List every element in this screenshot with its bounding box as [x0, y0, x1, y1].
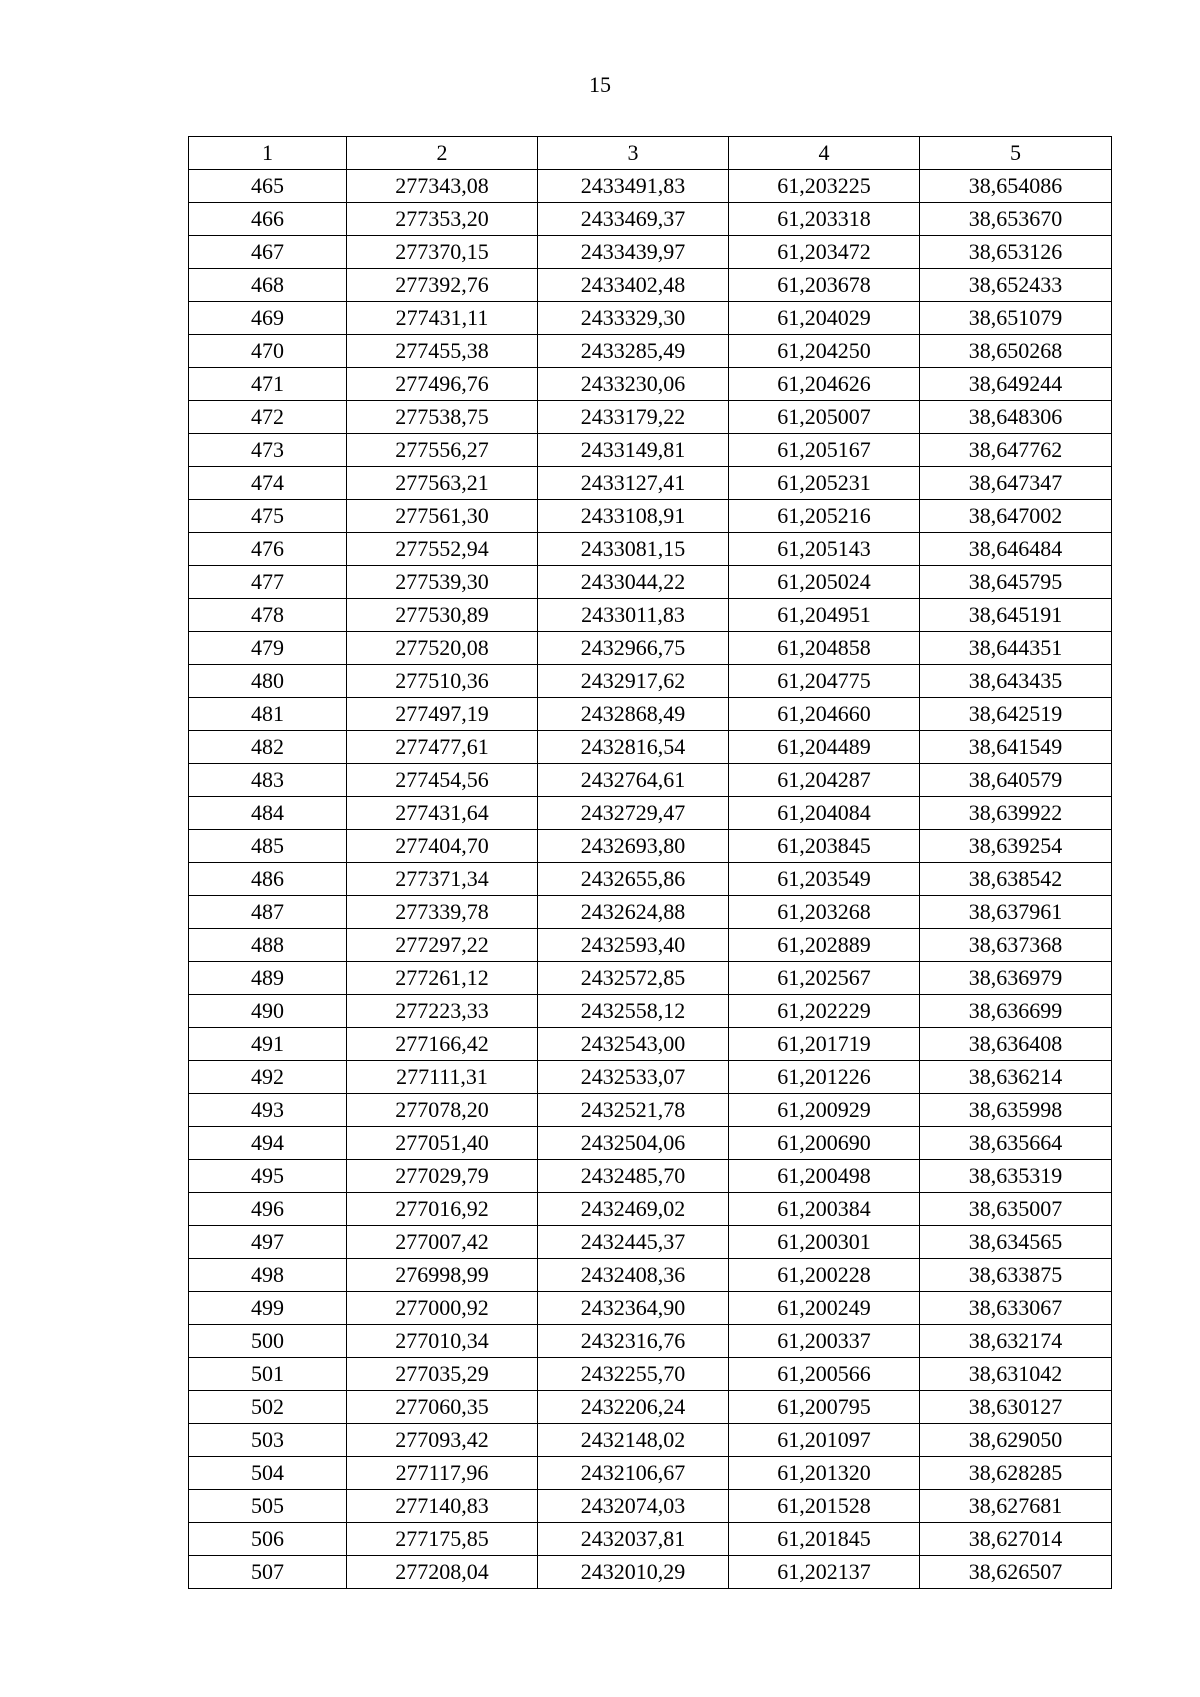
table-cell: 61,203318: [729, 203, 920, 236]
table-cell: 277561,30: [347, 500, 538, 533]
table-cell: 491: [189, 1028, 347, 1061]
table-row: [189, 566, 1112, 599]
table-cell: 2432469,02: [538, 1193, 729, 1226]
table-cell: 494: [189, 1127, 347, 1160]
table-cell: 38,645795: [920, 566, 1112, 599]
table-cell: 61,201528: [729, 1490, 920, 1523]
table-cell: 61,201226: [729, 1061, 920, 1094]
table-cell: 493: [189, 1094, 347, 1127]
table-cell: 2432408,36: [538, 1259, 729, 1292]
table-cell: 277538,75: [347, 401, 538, 434]
table-cell: 61,200795: [729, 1391, 920, 1424]
table-cell: 38,647762: [920, 434, 1112, 467]
table-cell: 61,205216: [729, 500, 920, 533]
table-cell: 2432521,78: [538, 1094, 729, 1127]
table-cell: 490: [189, 995, 347, 1028]
table-cell: 38,653670: [920, 203, 1112, 236]
table-cell: 277556,27: [347, 434, 538, 467]
table-cell: 277539,30: [347, 566, 538, 599]
table-cell: 486: [189, 863, 347, 896]
table-cell: 479: [189, 632, 347, 665]
table-cell: 2433127,41: [538, 467, 729, 500]
table-cell: 38,642519: [920, 698, 1112, 731]
table-cell: 277552,94: [347, 533, 538, 566]
table-row: [189, 170, 1112, 203]
table-cell: 61,200929: [729, 1094, 920, 1127]
table-cell: 277431,64: [347, 797, 538, 830]
table-cell: 485: [189, 830, 347, 863]
table-cell: 38,636979: [920, 962, 1112, 995]
table-row: [189, 797, 1112, 830]
table-row: [189, 1226, 1112, 1259]
table-cell: 38,648306: [920, 401, 1112, 434]
table-cell: 495: [189, 1160, 347, 1193]
table-cell: 2433285,49: [538, 335, 729, 368]
table-cell: 492: [189, 1061, 347, 1094]
table-cell: 38,627014: [920, 1523, 1112, 1556]
table-cell: 2432966,75: [538, 632, 729, 665]
table-cell: 277520,08: [347, 632, 538, 665]
table-row: [189, 335, 1112, 368]
table-cell: 61,204951: [729, 599, 920, 632]
table-row: [189, 830, 1112, 863]
table-row: [189, 533, 1112, 566]
table-header: [189, 137, 1112, 170]
header-cell-5: 5: [920, 137, 1112, 170]
table-row: [189, 995, 1112, 1028]
table-cell: 2432074,03: [538, 1490, 729, 1523]
table-cell: 2432148,02: [538, 1424, 729, 1457]
table-cell: 277370,15: [347, 236, 538, 269]
table-cell: 471: [189, 368, 347, 401]
table-cell: 38,636408: [920, 1028, 1112, 1061]
table-cell: 38,631042: [920, 1358, 1112, 1391]
table-cell: 2432917,62: [538, 665, 729, 698]
table-cell: 38,643435: [920, 665, 1112, 698]
table-cell: 61,205231: [729, 467, 920, 500]
table-cell: 465: [189, 170, 347, 203]
table-cell: 475: [189, 500, 347, 533]
header-cell-4: 4: [729, 137, 920, 170]
table-cell: 2432655,86: [538, 863, 729, 896]
table-row: [189, 1193, 1112, 1226]
table-row: [189, 1127, 1112, 1160]
table-cell: 38,632174: [920, 1325, 1112, 1358]
table-cell: 470: [189, 335, 347, 368]
table-cell: 2432316,76: [538, 1325, 729, 1358]
table-cell: 466: [189, 203, 347, 236]
table-cell: 482: [189, 731, 347, 764]
table-cell: 61,201320: [729, 1457, 920, 1490]
table-cell: 496: [189, 1193, 347, 1226]
table-cell: 277477,61: [347, 731, 538, 764]
table-cell: 474: [189, 467, 347, 500]
table-cell: 2432693,80: [538, 830, 729, 863]
table-cell: 481: [189, 698, 347, 731]
table-cell: 38,635007: [920, 1193, 1112, 1226]
page-number: 15: [589, 72, 611, 97]
table-cell: 38,626507: [920, 1556, 1112, 1589]
table-cell: 277117,96: [347, 1457, 538, 1490]
table-cell: 483: [189, 764, 347, 797]
table-cell: 61,202567: [729, 962, 920, 995]
table-cell: 473: [189, 434, 347, 467]
table-cell: 61,201097: [729, 1424, 920, 1457]
table-cell: 61,205143: [729, 533, 920, 566]
table-cell: 61,204626: [729, 368, 920, 401]
table-cell: 506: [189, 1523, 347, 1556]
table-cell: 2432037,81: [538, 1523, 729, 1556]
table-cell: 61,200301: [729, 1226, 920, 1259]
table-cell: 61,204029: [729, 302, 920, 335]
table-cell: 2433044,22: [538, 566, 729, 599]
table-cell: 61,205007: [729, 401, 920, 434]
table-cell: 468: [189, 269, 347, 302]
table-cell: 487: [189, 896, 347, 929]
table-cell: 277166,42: [347, 1028, 538, 1061]
table-cell: 2432764,61: [538, 764, 729, 797]
table-cell: 2432255,70: [538, 1358, 729, 1391]
table-cell: 480: [189, 665, 347, 698]
table-cell: 2432729,47: [538, 797, 729, 830]
table-cell: 498: [189, 1259, 347, 1292]
table-cell: 2432445,37: [538, 1226, 729, 1259]
table-cell: 61,200566: [729, 1358, 920, 1391]
table-cell: 2433149,81: [538, 434, 729, 467]
table-cell: 61,202229: [729, 995, 920, 1028]
table-cell: 277371,34: [347, 863, 538, 896]
table-cell: 2433491,83: [538, 170, 729, 203]
table-cell: 61,204287: [729, 764, 920, 797]
table-cell: 61,204660: [729, 698, 920, 731]
table-cell: 277343,08: [347, 170, 538, 203]
table-cell: 478: [189, 599, 347, 632]
table-cell: 38,654086: [920, 170, 1112, 203]
table-cell: 277530,89: [347, 599, 538, 632]
table-cell: 38,649244: [920, 368, 1112, 401]
table-cell: 476: [189, 533, 347, 566]
table-row: [189, 896, 1112, 929]
table-row: [189, 1556, 1112, 1589]
table-cell: 276998,99: [347, 1259, 538, 1292]
table-cell: 61,201719: [729, 1028, 920, 1061]
table-cell: 2433439,97: [538, 236, 729, 269]
table-cell: 2432206,24: [538, 1391, 729, 1424]
table-row: [189, 1259, 1112, 1292]
table-cell: 469: [189, 302, 347, 335]
table-cell: 484: [189, 797, 347, 830]
table-row: [189, 1028, 1112, 1061]
table-cell: 38,653126: [920, 236, 1112, 269]
table-cell: 2432572,85: [538, 962, 729, 995]
table-cell: 61,204084: [729, 797, 920, 830]
table-row: [189, 368, 1112, 401]
table-cell: 61,200384: [729, 1193, 920, 1226]
header-cell-1: 1: [189, 137, 347, 170]
table-cell: 277007,42: [347, 1226, 538, 1259]
table-cell: 61,202137: [729, 1556, 920, 1589]
table-cell: 38,638542: [920, 863, 1112, 896]
table-cell: 2433402,48: [538, 269, 729, 302]
table-cell: 61,204489: [729, 731, 920, 764]
table-cell: 2432010,29: [538, 1556, 729, 1589]
table-cell: 38,644351: [920, 632, 1112, 665]
table-cell: 38,637368: [920, 929, 1112, 962]
table-cell: 61,200690: [729, 1127, 920, 1160]
table-cell: 61,204775: [729, 665, 920, 698]
table-cell: 277175,85: [347, 1523, 538, 1556]
table-body: [189, 170, 1112, 1589]
table-cell: 2432593,40: [538, 929, 729, 962]
table-row: [189, 632, 1112, 665]
table-cell: 2433108,91: [538, 500, 729, 533]
table-cell: 61,205167: [729, 434, 920, 467]
table-cell: 2432624,88: [538, 896, 729, 929]
table-row: [189, 962, 1112, 995]
table-row: [189, 1457, 1112, 1490]
table-cell: 38,639254: [920, 830, 1112, 863]
table-cell: 38,637961: [920, 896, 1112, 929]
table-row: [189, 1358, 1112, 1391]
table-cell: 38,647002: [920, 500, 1112, 533]
table-row: [189, 1490, 1112, 1523]
table-cell: 38,640579: [920, 764, 1112, 797]
table-cell: 38,645191: [920, 599, 1112, 632]
table-cell: 38,636699: [920, 995, 1112, 1028]
table-cell: 2433329,30: [538, 302, 729, 335]
table-cell: 38,646484: [920, 533, 1112, 566]
table-cell: 38,634565: [920, 1226, 1112, 1259]
table-cell: 501: [189, 1358, 347, 1391]
table-cell: 38,635319: [920, 1160, 1112, 1193]
table-cell: 61,200228: [729, 1259, 920, 1292]
table-cell: 277392,76: [347, 269, 538, 302]
table-cell: 277455,38: [347, 335, 538, 368]
table-cell: 61,201845: [729, 1523, 920, 1556]
table-cell: 277000,92: [347, 1292, 538, 1325]
table-row: [189, 467, 1112, 500]
table-cell: 277261,12: [347, 962, 538, 995]
table-cell: 277353,20: [347, 203, 538, 236]
table-cell: 503: [189, 1424, 347, 1457]
table-row: [189, 764, 1112, 797]
table-cell: 497: [189, 1226, 347, 1259]
table-cell: 502: [189, 1391, 347, 1424]
table-cell: 2433469,37: [538, 203, 729, 236]
table-row: [189, 434, 1112, 467]
table-cell: 61,204858: [729, 632, 920, 665]
header-cell-2: 2: [347, 137, 538, 170]
table-cell: 2432543,00: [538, 1028, 729, 1061]
table-cell: 2432364,90: [538, 1292, 729, 1325]
table-cell: 477: [189, 566, 347, 599]
table-cell: 2433179,22: [538, 401, 729, 434]
table-cell: 38,633067: [920, 1292, 1112, 1325]
table-cell: 61,202889: [729, 929, 920, 962]
table-row: [189, 731, 1112, 764]
table-cell: 61,200337: [729, 1325, 920, 1358]
table-cell: 277404,70: [347, 830, 538, 863]
table-cell: 38,635664: [920, 1127, 1112, 1160]
table-cell: 277010,34: [347, 1325, 538, 1358]
table-row: [189, 1523, 1112, 1556]
table-cell: 505: [189, 1490, 347, 1523]
table-row: [189, 302, 1112, 335]
table-cell: 277497,19: [347, 698, 538, 731]
table-row: [189, 236, 1112, 269]
table-row: [189, 863, 1112, 896]
table-cell: 2432485,70: [538, 1160, 729, 1193]
table-cell: 277078,20: [347, 1094, 538, 1127]
table-cell: 38,627681: [920, 1490, 1112, 1523]
table-cell: 2433081,15: [538, 533, 729, 566]
table-cell: 61,200249: [729, 1292, 920, 1325]
table-cell: 277563,21: [347, 467, 538, 500]
table-cell: 277496,76: [347, 368, 538, 401]
table-cell: 499: [189, 1292, 347, 1325]
table-cell: 61,204250: [729, 335, 920, 368]
table-cell: 38,629050: [920, 1424, 1112, 1457]
table-cell: 277111,31: [347, 1061, 538, 1094]
table-cell: 467: [189, 236, 347, 269]
table-cell: 61,203549: [729, 863, 920, 896]
table-cell: 2432533,07: [538, 1061, 729, 1094]
table-cell: 61,203845: [729, 830, 920, 863]
table-cell: 277035,29: [347, 1358, 538, 1391]
table-cell: 277510,36: [347, 665, 538, 698]
table-cell: 61,203268: [729, 896, 920, 929]
table-cell: 500: [189, 1325, 347, 1358]
table-cell: 2432816,54: [538, 731, 729, 764]
table-cell: 472: [189, 401, 347, 434]
table-cell: 2432504,06: [538, 1127, 729, 1160]
table-cell: 277051,40: [347, 1127, 538, 1160]
table-cell: 61,205024: [729, 566, 920, 599]
table-cell: 38,650268: [920, 335, 1112, 368]
table-cell: 61,203678: [729, 269, 920, 302]
table-row: [189, 203, 1112, 236]
table-cell: 2432106,67: [538, 1457, 729, 1490]
table-row: [189, 698, 1112, 731]
table-row: [189, 1424, 1112, 1457]
table-row: [189, 1391, 1112, 1424]
table-cell: 277223,33: [347, 995, 538, 1028]
table-cell: 38,651079: [920, 302, 1112, 335]
table-cell: 277093,42: [347, 1424, 538, 1457]
table-cell: 2433011,83: [538, 599, 729, 632]
table-cell: 61,203472: [729, 236, 920, 269]
table-cell: 2432558,12: [538, 995, 729, 1028]
table-cell: 38,636214: [920, 1061, 1112, 1094]
table-cell: 277029,79: [347, 1160, 538, 1193]
table-cell: 38,652433: [920, 269, 1112, 302]
table-row: [189, 599, 1112, 632]
table-cell: 277454,56: [347, 764, 538, 797]
table-row: [189, 401, 1112, 434]
table-cell: 61,203225: [729, 170, 920, 203]
table-cell: 277060,35: [347, 1391, 538, 1424]
table-cell: 277297,22: [347, 929, 538, 962]
table-row: [189, 269, 1112, 302]
table-cell: 489: [189, 962, 347, 995]
table-cell: 38,647347: [920, 467, 1112, 500]
table-row: [189, 929, 1112, 962]
table-cell: 2432868,49: [538, 698, 729, 731]
table-row: [189, 1160, 1112, 1193]
table-cell: 488: [189, 929, 347, 962]
table-row: [189, 1061, 1112, 1094]
table-cell: 277431,11: [347, 302, 538, 335]
table-cell: 2433230,06: [538, 368, 729, 401]
table-cell: 61,200498: [729, 1160, 920, 1193]
table-cell: 507: [189, 1556, 347, 1589]
table-cell: 38,635998: [920, 1094, 1112, 1127]
header-cell-3: 3: [538, 137, 729, 170]
table-cell: 38,630127: [920, 1391, 1112, 1424]
table-row: [189, 500, 1112, 533]
table-row: [189, 1325, 1112, 1358]
table-cell: 277016,92: [347, 1193, 538, 1226]
table-cell: 38,628285: [920, 1457, 1112, 1490]
coordinates-table: [188, 136, 1112, 1589]
table-cell: 38,633875: [920, 1259, 1112, 1292]
table-cell: 38,639922: [920, 797, 1112, 830]
table-row: [189, 1292, 1112, 1325]
table-row: [189, 665, 1112, 698]
table-cell: 504: [189, 1457, 347, 1490]
table-row: [189, 1094, 1112, 1127]
table-cell: 38,641549: [920, 731, 1112, 764]
header-row: [189, 137, 1112, 170]
table-cell: 277140,83: [347, 1490, 538, 1523]
table-cell: 277208,04: [347, 1556, 538, 1589]
table-cell: 277339,78: [347, 896, 538, 929]
